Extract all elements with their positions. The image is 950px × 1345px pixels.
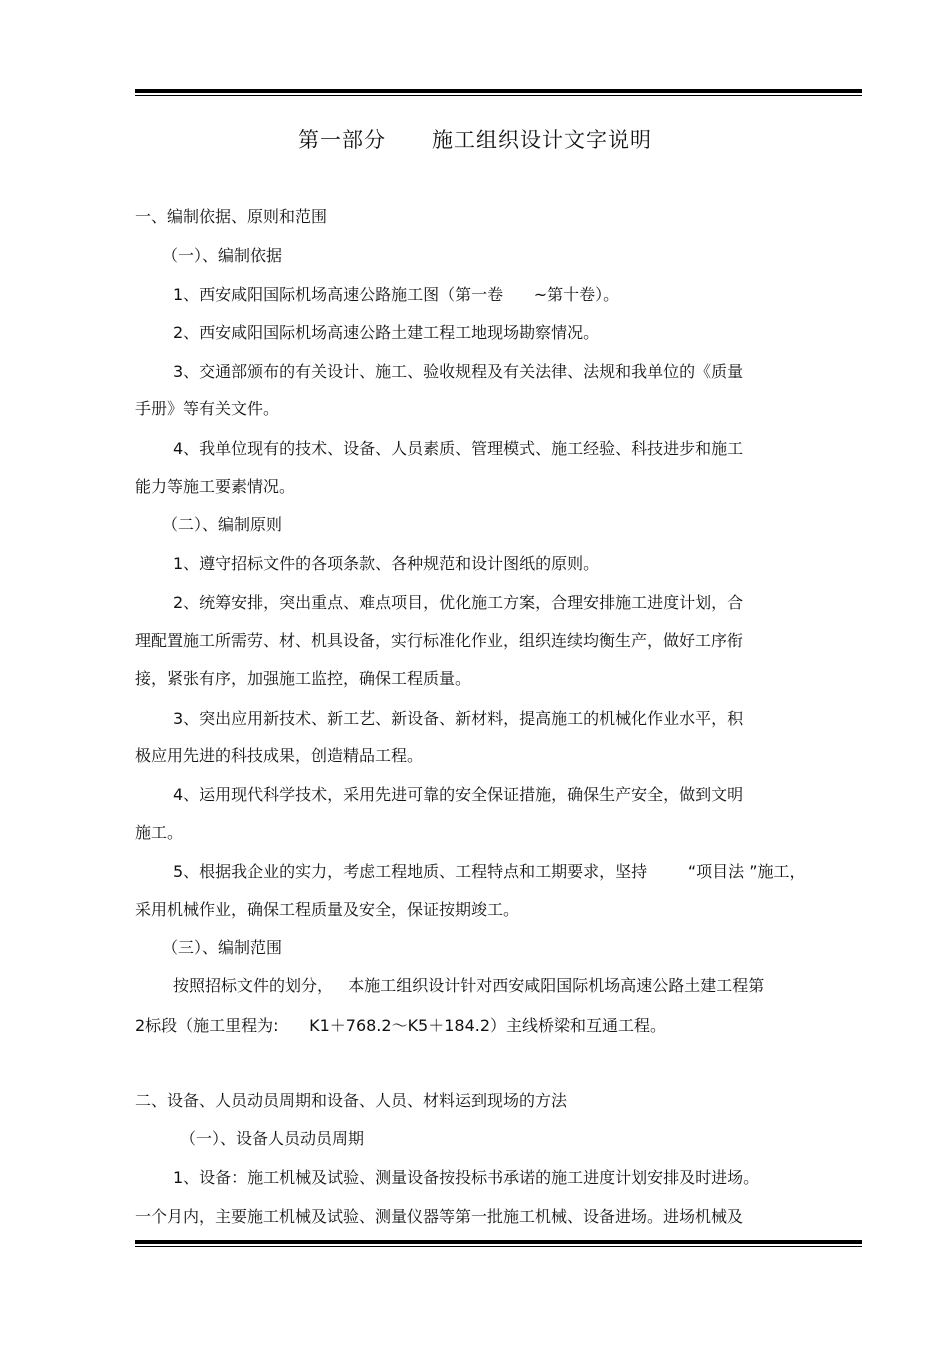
paragraph-line: 2、统筹安排，突出重点、难点项目，优化施工方案，合理安排施工进度计划，合 (173, 593, 744, 612)
paragraph-line: 极应用先进的科技成果，创造精品工程。 (135, 746, 424, 765)
subsection-heading: （二）、编制原则 (162, 515, 283, 534)
paragraph-line: 一个月内，主要施工机械及试验、测量仪器等第一批施工机械、设备进场。进场机械及 (135, 1207, 744, 1226)
paragraph-line: 3、突出应用新技术、新工艺、新设备、新材料，提高施工的机械化作业水平，积 (173, 709, 744, 728)
subsection-heading: （一）、编制依据 (162, 246, 283, 265)
subsection-heading: （一）、设备人员动员周期 (180, 1129, 365, 1148)
paragraph-line: 3、交通部颁布的有关设计、施工、验收规程及有关法律、法规和我单位的《质量 (173, 362, 744, 381)
paragraph-line: 按照招标文件的划分， 本施工组织设计针对西安咸阳国际机场高速公路土建工程第 (173, 976, 765, 995)
paragraph-line: 1、西安咸阳国际机场高速公路施工图（第一卷 ~第十卷）。 (173, 285, 620, 304)
paragraph-line: 4、我单位现有的技术、设备、人员素质、管理模式、施工经验、科技进步和施工 (173, 439, 744, 458)
header-rule (135, 89, 862, 96)
paragraph-line: 理配置施工所需劳、材、机具设备，实行标准化作业，组织连续均衡生产，做好工序衔 (135, 631, 744, 650)
section-heading-2: 二、设备、人员动员周期和设备、人员、材料运到现场的方法 (135, 1091, 568, 1110)
subsection-heading: （三）、编制范围 (162, 938, 283, 957)
paragraph-line: 2标段（施工里程为: K1＋768.2～K5＋184.2）主线桥梁和互通工程。 (135, 1016, 667, 1035)
paragraph-line: 接，紧张有序，加强施工监控，确保工程质量。 (135, 669, 472, 688)
paragraph-line: 1、设备：施工机械及试验、测量设备按投标书承诺的施工进度计划安排及时进场。 (173, 1168, 760, 1187)
document-title: 第一部分 施工组织设计文字说明 (297, 128, 653, 152)
paragraph-line: 能力等施工要素情况。 (135, 477, 296, 496)
paragraph-line: 4、运用现代科学技术，采用先进可靠的安全保证措施，确保生产安全，做到文明 (173, 785, 744, 804)
section-heading-1: 一、编制依据、原则和范围 (135, 207, 328, 226)
paragraph-line: 2、西安咸阳国际机场高速公路土建工程工地现场勘察情况。 (173, 323, 600, 342)
footer-rule (135, 1240, 862, 1247)
paragraph-line: 采用机械作业，确保工程质量及安全，保证按期竣工。 (135, 900, 520, 919)
paragraph-line: 施工。 (135, 823, 184, 842)
paragraph-line: 手册》等有关文件。 (135, 399, 280, 418)
paragraph-line: 1、遵守招标文件的各项条款、各种规范和设计图纸的原则。 (173, 554, 600, 573)
paragraph-line: 5、根据我企业的实力，考虑工程地质、工程特点和工期要求，坚持 “项目法 ”施工， (173, 862, 806, 881)
